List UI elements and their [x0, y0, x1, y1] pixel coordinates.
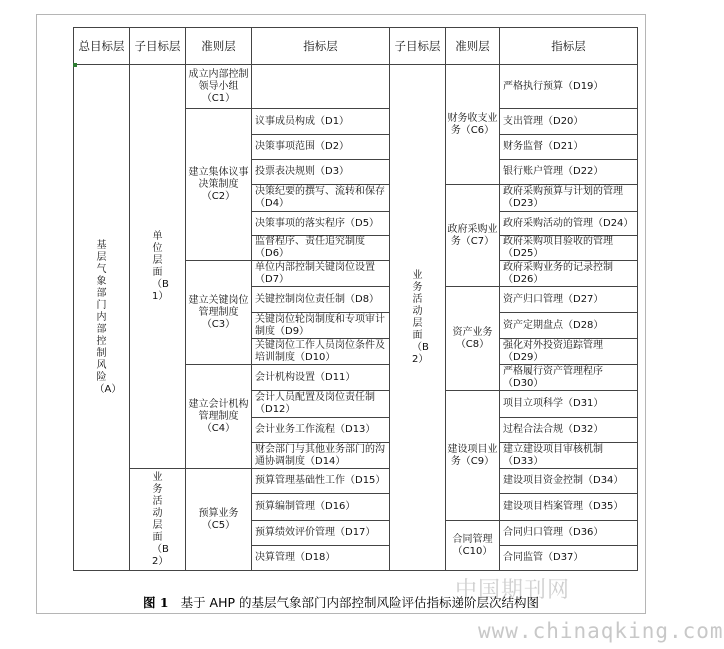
indicator-d7: 单位内部控制关键岗位设置（D7）	[252, 261, 390, 287]
indicator-d12: 会计人员配置及岗位责任制（D12）	[252, 391, 390, 418]
corner-marker	[73, 63, 77, 67]
indicator-d31: 项目立项科学（D31）	[500, 391, 638, 418]
indicator-d27: 资产归口管理（D27）	[500, 287, 638, 313]
indicator-blank	[252, 65, 390, 109]
indicator-d8: 关键控制岗位责任制（D8）	[252, 287, 390, 313]
header-sub-goal-layer: 子目标层	[130, 28, 186, 65]
indicator-d17: 预算绩效评价管理（D17）	[252, 521, 390, 546]
indicator-d18: 决算管理（D18）	[252, 546, 390, 571]
criteria-c2: 建立集体议事决策制度（C2）	[186, 109, 252, 261]
indicator-d1: 议事成员构成（D1）	[252, 109, 390, 135]
header-row	[74, 28, 638, 65]
header-goal-layer: 总目标层	[74, 28, 130, 65]
indicator-d19: 严格执行预算（D19）	[500, 65, 638, 109]
indicator-d6: 监督程序、责任追究制度（D6）	[252, 236, 390, 261]
indicator-d16: 预算编制管理（D16）	[252, 494, 390, 521]
indicator-d15: 预算管理基础性工作（D15）	[252, 469, 390, 494]
indicator-d36: 合同归口管理（D36）	[500, 521, 638, 546]
header-sub-goal-layer-right: 子目标层	[390, 28, 446, 65]
sub-goal-b1: 单位层面（B1）	[130, 65, 186, 469]
indicator-d4: 决策纪要的撰写、流转和保存（D4）	[252, 185, 390, 212]
table-row	[74, 469, 638, 494]
figure-title: 基于 AHP 的基层气象部门内部控制风险评估指标递阶层次结构图	[180, 595, 539, 610]
indicator-d25: 政府采购项目验收的管理（D25）	[500, 236, 638, 261]
indicator-d9: 关键岗位轮岗制度和专项审计制度（D9）	[252, 313, 390, 339]
indicator-d22: 银行账户管理（D22）	[500, 160, 638, 185]
indicator-d21: 财务监督（D21）	[500, 135, 638, 160]
indicator-d37: 合同监管（D37）	[500, 546, 638, 571]
table-row	[74, 65, 638, 109]
hierarchy-table	[73, 27, 638, 571]
figure-caption	[0, 593, 682, 611]
indicator-d28: 资产定期盘点（D28）	[500, 313, 638, 339]
indicator-d20: 支出管理（D20）	[500, 109, 638, 135]
criteria-c4: 建立会计机构管理制度（C4）	[186, 365, 252, 469]
figure-number: 图 1	[143, 595, 169, 610]
indicator-d24: 政府采购活动的管理（D24）	[500, 212, 638, 236]
criteria-c3: 建立关键岗位管理制度（C3）	[186, 261, 252, 365]
criteria-c10: 合同管理（C10）	[446, 521, 500, 571]
indicator-d35: 建设项目档案管理（D35）	[500, 494, 638, 521]
indicator-d34: 建设项目资金控制（D34）	[500, 469, 638, 494]
indicator-d3: 投票表决规则（D3）	[252, 160, 390, 185]
sub-goal-b2-right: 业务活动层面（B2）	[390, 65, 446, 571]
criteria-c7: 政府采购业务（C7）	[446, 185, 500, 287]
header-indicator-layer: 指标层	[252, 28, 390, 65]
criteria-c6: 财务收支业务（C6）	[446, 65, 500, 185]
indicator-d33: 建立建设项目审核机制（D33）	[500, 443, 638, 469]
indicator-d5: 决策事项的落实程序（D5）	[252, 212, 390, 236]
sub-goal-b2: 业务活动层面（B2）	[130, 469, 186, 571]
indicator-d11: 会计机构设置（D11）	[252, 365, 390, 391]
watermark-url: www.chinaqking.com	[478, 619, 724, 643]
overall-goal: 基层气象部门内部控制风险（A）	[74, 65, 130, 571]
watermark-logo: 中国期刊网	[455, 578, 571, 603]
header-criteria-layer: 准则层	[186, 28, 252, 65]
criteria-c9: 建设项目业务（C9）	[446, 391, 500, 521]
indicator-d26: 政府采购业务的记录控制（D26）	[500, 261, 638, 287]
indicator-d2: 决策事项范围（D2）	[252, 135, 390, 160]
header-criteria-layer-right: 准则层	[446, 28, 500, 65]
indicator-d29: 强化对外投资追踪管理（D29）	[500, 339, 638, 365]
criteria-c1: 成立内部控制领导小组（C1）	[186, 65, 252, 109]
indicator-d10: 关键岗位工作人员岗位条件及培训制度（D10）	[252, 339, 390, 365]
indicator-d32: 过程合法合规（D32）	[500, 418, 638, 443]
indicator-d13: 会计业务工作流程（D13）	[252, 418, 390, 443]
indicator-d30: 严格履行资产管理程序（D30）	[500, 365, 638, 391]
header-indicator-layer-right: 指标层	[500, 28, 638, 65]
indicator-d14: 财会部门与其他业务部门的沟通协调制度（D14）	[252, 443, 390, 469]
indicator-d23: 政府采购预算与计划的管理（D23）	[500, 185, 638, 212]
criteria-c5: 预算业务（C5）	[186, 469, 252, 571]
criteria-c8: 资产业务（C8）	[446, 287, 500, 391]
